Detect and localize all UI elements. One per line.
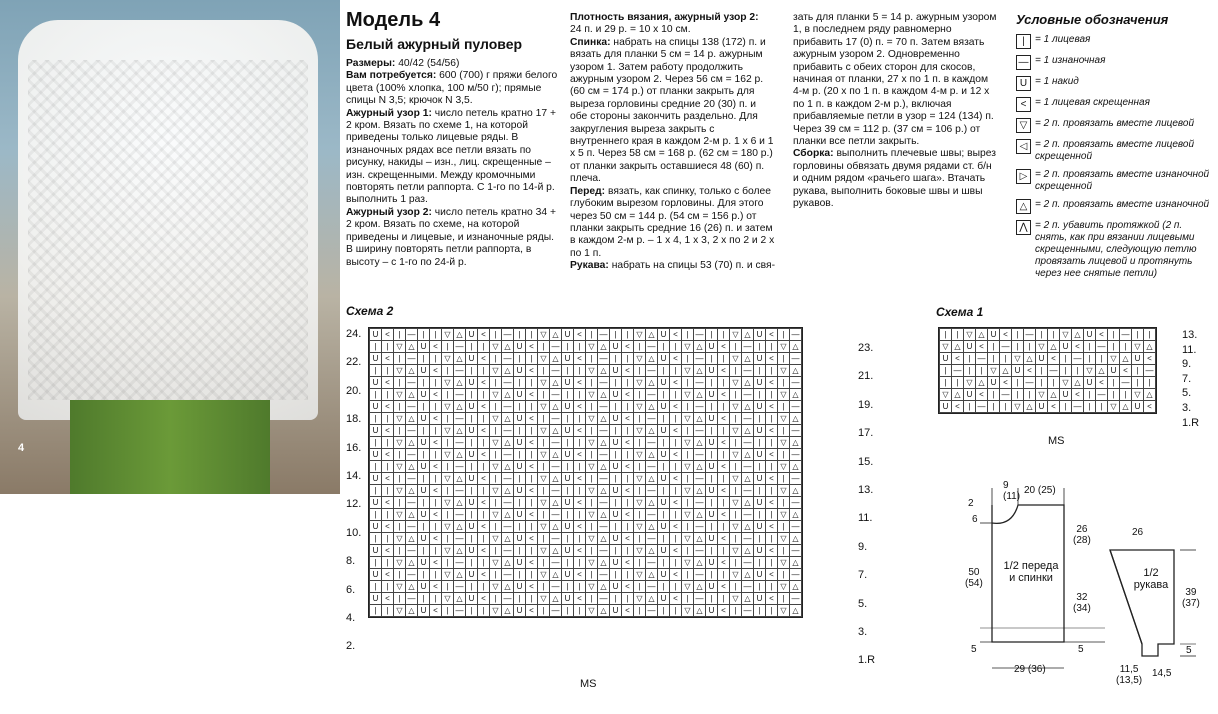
page-title: Модель 4	[346, 9, 441, 31]
legend-symbol: U	[1016, 76, 1031, 91]
instructions-column-2	[570, 12, 775, 273]
row-label: 7.	[858, 569, 868, 582]
legend-title: Условные обозначения	[1016, 12, 1169, 27]
legend-symbol: —	[1016, 55, 1031, 70]
legend-item	[1016, 118, 1216, 133]
row-label: 9.	[1182, 358, 1192, 371]
front-left-1: 2	[968, 498, 974, 509]
legend-text: = 2 п. провязать вместе изнаночной скрещенной	[1035, 169, 1210, 192]
row-label: 13.	[1182, 329, 1198, 341]
sleeves-continued-text: зать для планки 5 = 14 р. ажурным узором 1, в последнем ряду равномерно прибавить 17 (0) п. = 70 п. Затем вязать ажурным узором 2. Одновременно прибавить с обеих сторон для скосов, начиная от планки, 27 х по 1 п. в каждом 4-м р. (20 х по 1 п. в каждом 4-м р. и 12 х по 1 п. в каждом 2-м р.), включая прибавляемые петли в узор = 124 (134) п. Через 39 см = 112 р. (37 см = 106 р.) от планки все петли закрыть.	[793, 12, 997, 148]
sleeve-top: 26	[1132, 527, 1144, 538]
row-label: 14.	[346, 470, 362, 482]
legend-symbol: ◁	[1016, 139, 1031, 154]
assembly-text: выполнить плечевые швы; вырез горловины обвязать двумя рядами ст. б/н и одним рядом «рачьего шага». Втачать рукава, выполнить боковые швы и швы рукавов.	[793, 148, 996, 210]
scheme1-title: Схема 1	[936, 305, 984, 319]
row-label: 5.	[858, 597, 868, 610]
legend-item	[1016, 34, 1216, 49]
legend-symbol: ⋀	[1016, 220, 1031, 235]
materials-label: Вам потребуется:	[346, 70, 437, 82]
sleeve-right: 39 (37)	[1182, 587, 1200, 609]
row-label: 21.	[858, 370, 874, 383]
front-top-left: 9 (11)	[1003, 480, 1021, 502]
green-pants	[70, 400, 270, 494]
instructions-column-3	[793, 12, 998, 211]
legend-text: = 1 изнаночная	[1035, 55, 1106, 66]
row-label: 3.	[858, 626, 868, 638]
legend-text: = 1 накид	[1035, 76, 1079, 87]
legend-item	[1016, 97, 1216, 112]
sleeve-bottom-left: 11,5 (13,5)	[1116, 664, 1143, 686]
page-subtitle: Белый ажурный пуловер	[346, 36, 523, 52]
legend-symbol: ▽	[1016, 118, 1031, 133]
lace-texture	[28, 60, 308, 400]
sleeve-bottom-mid: 14,5	[1152, 668, 1172, 679]
row-label: 15.	[858, 455, 874, 468]
row-label: 7.	[1182, 372, 1192, 385]
row-label: 9.	[858, 540, 868, 553]
front-text: вязать, как спинку, только с более глубоким вырезом горловины. Для этого через 50 см = 144 р. (54 см = 156 р.) от планки закрыть средние 16 (26) п. и затем в каждом 2-м р. – 1 х 4, 1 х 3, 2 х по 2 и 2 х по 1 п.	[570, 185, 775, 259]
legend	[1016, 34, 1216, 286]
legend-item	[1016, 220, 1216, 280]
front-bottom: 29 (36)	[1014, 664, 1046, 675]
legend-item	[1016, 76, 1216, 91]
pattern1-label: Ажурный узор 1:	[346, 107, 432, 119]
row-label: 13.	[858, 484, 874, 496]
front-left-2: 6	[972, 514, 978, 525]
sleeve-bottom-right: 5	[1186, 645, 1192, 656]
front-right-top: 26 (28)	[1073, 524, 1091, 546]
sizes-label: Размеры:	[346, 58, 396, 69]
assembly-label: Сборка:	[793, 148, 834, 160]
legend-item	[1016, 139, 1216, 163]
row-label: 11.	[1182, 343, 1197, 356]
row-label: 5.	[1182, 387, 1192, 400]
front-top-mid: 20 (25)	[1024, 485, 1056, 496]
legend-symbol: |	[1016, 34, 1031, 49]
row-label: 10.	[346, 526, 362, 539]
instructions-column-1	[346, 58, 561, 269]
density-text: 24 п. и 29 р. = 10 х 10 см.	[570, 24, 691, 36]
legend-text: = 2 п. провязать вместе лицевой	[1035, 118, 1195, 129]
sleeves-label: Рукава:	[570, 260, 609, 272]
front-right-mid: 32 (34)	[1073, 592, 1091, 614]
row-label: 16.	[346, 441, 362, 454]
front-label: 1/2 переда и спинки	[1003, 560, 1059, 584]
legend-item	[1016, 169, 1216, 193]
density-label: Плотность вязания, ажурный узор 2:	[570, 12, 759, 23]
legend-text: = 2 п. провязать вместе изнаночной	[1035, 199, 1210, 210]
scheme2-ms: MS	[580, 678, 597, 690]
row-label: 1.R	[858, 654, 876, 667]
row-label: 18.	[346, 413, 362, 426]
back-label: Спинка:	[570, 36, 611, 48]
legend-text: = 1 лицевая	[1035, 34, 1091, 45]
legend-item	[1016, 55, 1216, 70]
row-label: 12.	[346, 498, 362, 511]
row-label: 22.	[346, 356, 362, 369]
row-label: 1.R	[1182, 416, 1200, 429]
sleeves-text: набрать на спицы 53 (70) п. и свя-	[611, 260, 775, 272]
row-label: 2.	[346, 640, 356, 653]
legend-symbol: <	[1016, 97, 1031, 112]
row-label: 3.	[1182, 402, 1192, 414]
legend-text: = 2 п. убавить протяжкой (2 п. снять, как при вязании лицевыми скрещенными, следующую петлю провязать лицевой и протянуть через нее снятые петли)	[1035, 220, 1197, 279]
materials-text: 600 (700) г пряжи белого цвета (100% хлопка, 100 м/50 г); прямые спицы N 3,5; крючок N 3,5.	[346, 70, 558, 107]
model-photo	[0, 0, 340, 494]
photo-number: 4	[18, 442, 25, 454]
legend-text: = 1 лицевая скрещенная	[1035, 97, 1150, 108]
legend-item	[1016, 199, 1216, 214]
row-label: 23.	[858, 342, 874, 354]
front-bottom-right: 5	[1078, 644, 1084, 655]
scheme2-chart: U < | — | | ▽ △ U < | — | | ▽ △ U < | — | | ▽ △ U < | — | | ▽ △ U < | — | | ▽ △ U < | — | | ▽ △ U < | — | | ▽ △ U < | — | | ▽ △ U < | — | | ▽ △ U < | — | | ▽ △ U < | — | | ▽ △ U < | — | | ▽ △ U < | — | | ▽ △ U < | — | | ▽ △ U < | — | | ▽ △ U < | — | | ▽ △ U < | — | | ▽ △ U < | — | | ▽ △ U < | — | | ▽ △ U < | — | | ▽ △ U < | — | | ▽ △ U < | — | | ▽ △ U < | — | | ▽ △ U < | — | | ▽ △ U < | — | | ▽ △ U < | — | | ▽ △ U < | — | | ▽ △ U < | — | | ▽ △ U < | — | | ▽ △ U < | — | | ▽ △ U < | — | | ▽ △ U < | — | | ▽ △ U < | — | | ▽ △ U < | — | | ▽ △ U < | — | | ▽ △ U < | — | | ▽ △ U < | — | | ▽ △ U < | — | | ▽ △ U < | — | | ▽ △ U < | — | | ▽ △ U < | — | | ▽ △ U < | — | | ▽ △ U < | — | | ▽ △ U < | — | | ▽ △ U < | — | | ▽ △ U < | — | | ▽ △ U < | — | | ▽ △ U < | — | | ▽ △ U < | — | | ▽ △ U < | — | | ▽ △ U < | — | | ▽ △ U < | — | | ▽ △ U < | — | | ▽ △ U < | — | | ▽ △ U < | — | | ▽ △ U < | — | | ▽ △ U < | — | | ▽ △ U < | — | | ▽ △ U < | — | | ▽ △ U < | — | | ▽ △ U < | — | | ▽ △ U < | — | | ▽ △ U < | — | | ▽ △ U < | — | | ▽ △ U < | — | | ▽ △ U < | — | | ▽ △ U < | — | | ▽ △ U < | — | | ▽ △ U < | — | | ▽ △ U < | — | | ▽ △ U < | — | | ▽ △ U < | — | | ▽ △ U < | — | | ▽ △ U < | — | | ▽ △ U < | — | | ▽ △ U < | — | | ▽ △ U < | — | | ▽ △ U < | — | | ▽ △ U < | — | | ▽ △ U < | — | | ▽ △ U < | — | | ▽ △ U < | — | | ▽ △ U < | — | | ▽ △ U < | — | | ▽ △ U < | — | | ▽ △ U < | — | | ▽ △ U < | — | | ▽ △ U < | — | | ▽ △ U < | — | | ▽ △ U < | — | | ▽ △ U < | — | | ▽ △ U < | — | | ▽ △ U < | — | | ▽ △ U < | — | | ▽ △ U < | — | | ▽ △ U < | — | | ▽ △ U < | — | | ▽ △ U < | — | | ▽ △ U < | — | | ▽ △ U < | — | | ▽ △ U < | — | | ▽ △ U < | — | | ▽ △ U < | — | | ▽ △ U < | — | | ▽ △ U < | — | | ▽ △ U < | — | | ▽ △ U < | — | | ▽ △ U < | — | | ▽ △	[368, 327, 803, 618]
front-bottom-left: 5	[971, 644, 977, 655]
row-label: 20.	[346, 384, 362, 397]
scheme2-title: Схема 2	[346, 304, 394, 318]
front-label: Перед:	[570, 185, 606, 197]
row-label: 19.	[858, 398, 874, 411]
row-label: 11.	[858, 512, 873, 525]
legend-symbol: △	[1016, 199, 1031, 214]
sizes-text: 40/42 (54/56)	[398, 58, 460, 69]
row-label: 24.	[346, 328, 362, 340]
pattern2-label: Ажурный узор 2:	[346, 206, 432, 218]
scheme1-chart: | | ▽ △ U < | — | | ▽ △ U < | — | | ▽ △ U < | — | | ▽ △ U < | — | | ▽ △ U < | — | | ▽ △ U < | — | | ▽ △ U < | — | | ▽ △ U < | — | | ▽ △ U < | — | | ▽ △ U < | — | | ▽ △ U < | — | | ▽ △ U < | — | | ▽ △ U < | — | | ▽ △ U < | — | | ▽ △ U < | — | | ▽ △ U <	[938, 327, 1157, 414]
sleeve-label: 1/2 рукава	[1133, 567, 1169, 591]
row-label: 4.	[346, 612, 356, 624]
pattern2-text: число петель кратно 34 + 2 кром. Вязать по схеме, на которой приведены и лицевые, и изнаночные ряды. В ширину повторять петли раппорта, в высоту – с 1-го по 24-й р.	[346, 206, 556, 268]
row-label: 17.	[858, 427, 874, 440]
legend-symbol: ▷	[1016, 169, 1031, 184]
legend-text: = 2 п. провязать вместе лицевой скрещенной	[1035, 139, 1195, 162]
front-height: 50 (54)	[965, 567, 983, 589]
pattern1-text: число петель кратно 17 + 2 кром. Вязать по схеме 1, на которой приведены только лицевые ряды. В изнаночных рядах все петли вязать по рисунку, накиды – изн., лиц. скрещенные – изн. скрещенными. Между кромочными повторять петли раппорта. С 1-го по 14-й р. выполнить 1 раз.	[346, 107, 556, 206]
back-text: набрать на спицы 138 (172) п. и вязать для планки 5 см = 14 р. ажурным узором 1. Затем работу продолжить ажурным узором 2. Через 56 см = 162 р. (60 см = 174 р.) от планки закрыть для выреза горловины средние 20 (30) п. и обе стороны закончить раздельно. Для закругления выреза закрыть с внутреннего края в каждом 2-м р. 1 х 6 и 1 х 5 п. Через 58 см = 168 р. (62 см = 180 р.) от планки закрыть оставшиеся 48 (60) п. плеча.	[570, 36, 774, 185]
row-label: 8.	[346, 555, 356, 568]
row-label: 6.	[346, 583, 356, 596]
scheme1-ms: MS	[1048, 435, 1065, 447]
